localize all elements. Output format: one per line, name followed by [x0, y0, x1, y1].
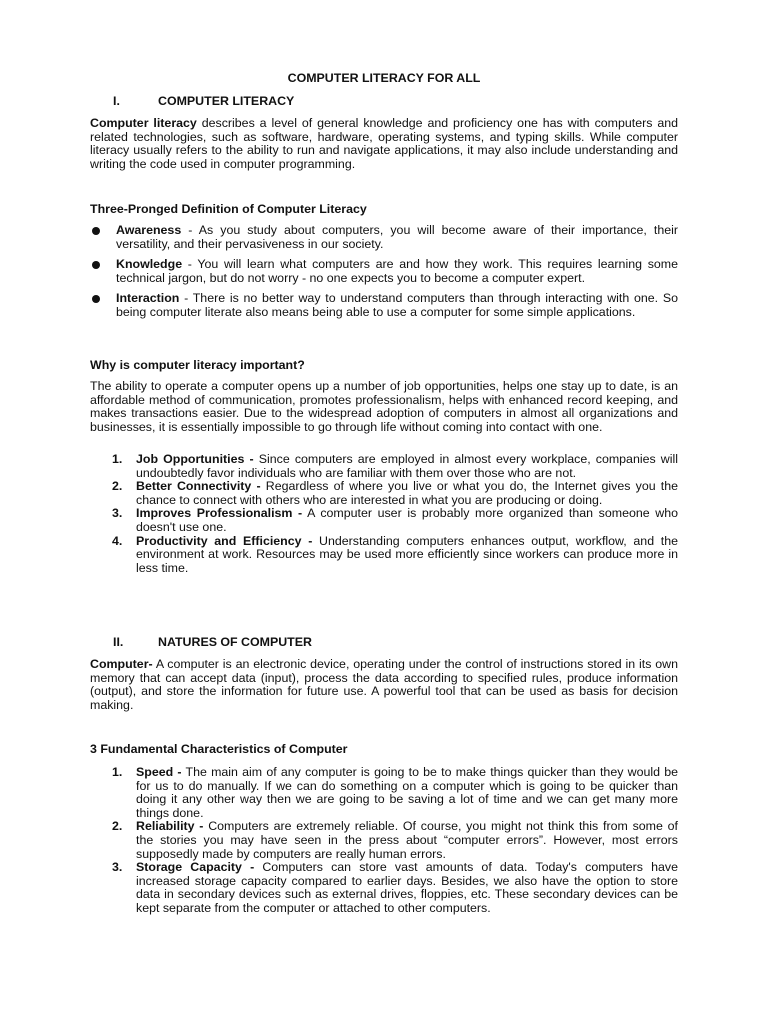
item-text: The main aim of any computer is going to be to make things quicker than they would be for us to do manually. If we can do something on a computer which is going to be quicker than doing it any other way then we are going to be saving a lot of time and we can get many more things done.: [136, 765, 678, 820]
document-title: COMPUTER LITERACY FOR ALL: [287, 71, 481, 85]
item-text: - You will learn what computers are and how they work. This requires learning some technical jargon, but do not worry - no one expects you to become a computer expert.: [116, 257, 678, 285]
item-term: Awareness: [116, 223, 182, 237]
item-number: 2.: [112, 819, 123, 834]
item-term: Better Connectivity -: [136, 479, 261, 494]
item-number: 1.: [112, 765, 123, 779]
three-pronged-heading: Three-Pronged Definition of Computer Literacy: [90, 202, 367, 216]
item-number: 2.: [112, 479, 123, 494]
why-important-paragraph: The ability to operate a computer opens up a number of job opportunities, helps one stay up to date, is an affordable method of communication, promotes professionalism, helps with enhanced record keeping, and makes transactions easier. Due to the widespread adoption of computers in almost all organizations and businesses, it is essentially impossible to go through life without coming into contact with one.: [90, 379, 678, 434]
why-important-heading: Why is computer literacy important?: [90, 358, 305, 372]
characteristics-heading: 3 Fundamental Characteristics of Computer: [90, 742, 348, 756]
item-term: Job Opportunities -: [136, 452, 254, 466]
item-number: 3.: [112, 506, 123, 521]
item-term: Reliability -: [136, 819, 204, 834]
list-item: [90, 766, 678, 820]
computer-definition-paragraph: [90, 658, 678, 712]
list-item: [90, 861, 678, 915]
item-number: 4.: [112, 533, 123, 548]
bullet-icon: [92, 261, 100, 269]
section-2-title: NATURES OF COMPUTER: [158, 635, 312, 649]
computer-definition-text: A computer is an electronic device, operating under the control of instructions stored in its own memory that can accept data (input), process the data according to specified rules, produce information (output), and store the information for future use. A powerful tool that can be used as basis for decision making.: [90, 657, 678, 712]
section-2-heading: [113, 636, 312, 650]
item-text: Understanding computers enhances output, workflow, and the environment at work. Resources may be used more efficiently since workers can produce more in less time.: [136, 533, 678, 575]
item-term: Knowledge: [116, 257, 183, 272]
list-item: [90, 820, 678, 861]
list-item: [90, 224, 678, 251]
item-text: - As you study about computers, you will become aware of their importance, their versatility, and their pervasiveness in our society.: [116, 223, 678, 251]
item-text: Regardless of where you live or what you do, the Internet gives you the chance to connect with others who are interested in what you are producing or doing.: [136, 479, 678, 507]
section-1-heading: [113, 95, 294, 109]
section-1-title: COMPUTER LITERACY: [158, 94, 295, 108]
computer-literacy-text: describes a level of general knowledge and proficiency one has with computers and related technologies, such as software, hardware, operating systems, and typing skills. While computer literacy usually refers to the ability to run and navigate applications, it may also include understanding and writing the code used in computer programming.: [90, 116, 679, 171]
item-term: Speed -: [136, 765, 182, 779]
item-text: A computer user is probably more organized than someone who doesn't use one.: [136, 506, 678, 534]
item-term: Productivity and Efficiency -: [136, 533, 313, 548]
bullet-icon: [92, 227, 100, 235]
list-item: [90, 292, 678, 319]
list-item: [90, 480, 678, 507]
item-term: Improves Professionalism -: [136, 506, 303, 521]
item-text: Computers are extremely reliable. Of course, you might not think this from some of the stories you may have seen in the press about “computer errors”. However, most errors supposedly made by computers are really human errors.: [136, 819, 678, 861]
computer-term: Computer-: [90, 657, 153, 671]
bullet-icon: [92, 295, 100, 303]
item-text: Since computers are employed in almost every workplace, companies will undoubtedly favor individuals who are familiar with them over those who are not.: [136, 452, 679, 480]
item-number: 1.: [112, 452, 123, 466]
item-term: Interaction: [116, 291, 180, 306]
computer-literacy-paragraph: [90, 117, 678, 171]
section-1-number: I.: [113, 94, 120, 108]
item-text: - There is no better way to understand computers than through interacting with one. So being computer literate also means being able to use a computer for some simple applications.: [116, 291, 678, 319]
characteristics-list: [90, 766, 678, 916]
list-item: [90, 507, 678, 534]
item-text: Computers can store vast amounts of data. Today's computers have increased storage capacity compared to earlier days. Besides, we also have the option to store data in secondary devices such as external drives, floppies, etc. These secondary devices can be kept separate from the computer or attached to other computers.: [136, 860, 678, 915]
list-item: [90, 258, 678, 285]
three-pronged-list: [90, 224, 678, 327]
item-term: Storage Capacity -: [136, 860, 255, 875]
why-important-list: [90, 453, 678, 575]
item-number: 3.: [112, 860, 123, 875]
list-item: [90, 535, 678, 576]
list-item: [90, 453, 678, 480]
section-2-number: II.: [113, 635, 124, 649]
computer-literacy-term: Computer literacy: [90, 116, 197, 130]
